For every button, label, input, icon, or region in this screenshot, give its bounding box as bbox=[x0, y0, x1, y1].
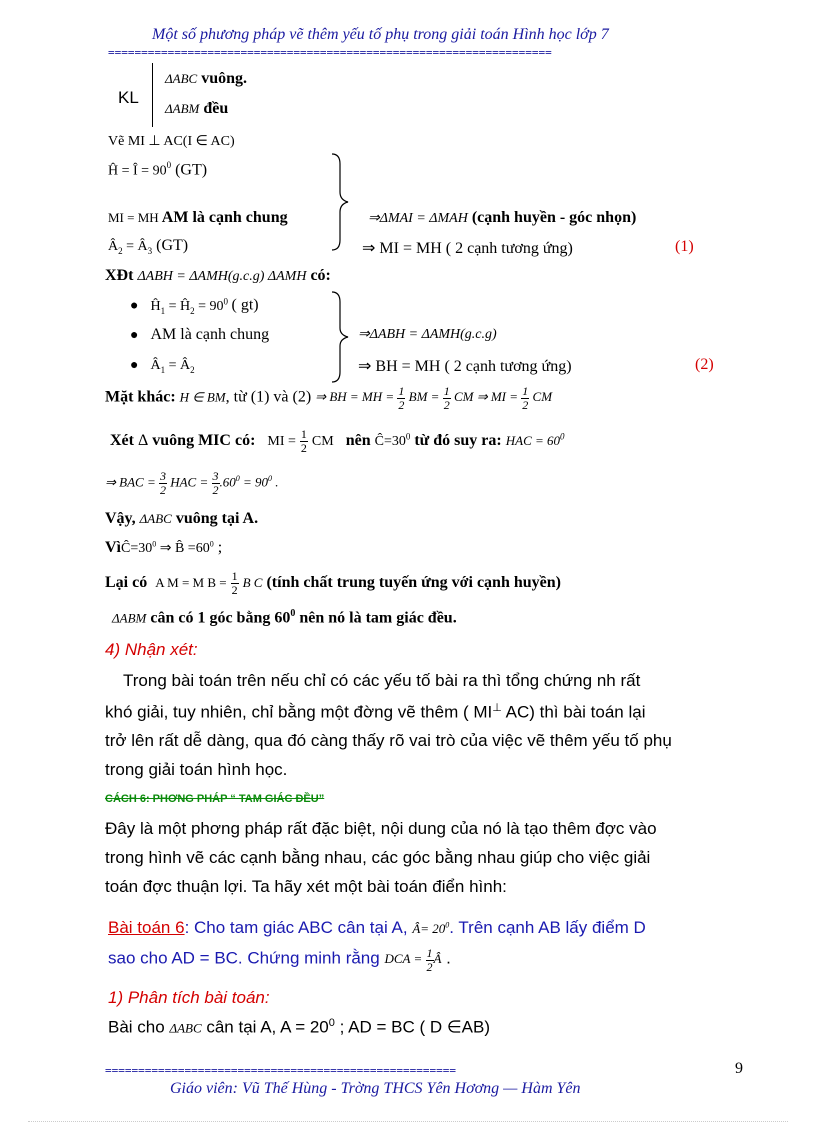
method6-p2: trong hình vẽ các cạnh bằng nhau, các góc bằng nhau giúp cho việc giải bbox=[105, 848, 651, 867]
page-number: 9 bbox=[735, 1060, 743, 1077]
kl-divider bbox=[152, 63, 153, 127]
vay-line: Vậy, ΔABC vuông tại A. bbox=[105, 510, 259, 527]
construction-line: Vẽ MI ⊥ AC(I ∈ AC) bbox=[108, 134, 235, 149]
analysis-line: Bài cho ΔABC cân tại A, $A = 20^0$ ; AD = BC ( D ∈AB) bbox=[108, 1017, 490, 1037]
remark-heading: 4) Nhận xét: bbox=[105, 640, 198, 659]
mat-khac-line: Mặt khác: H ∈ BM, từ (1) và (2) ⇒ BH = MH = $\frac{1}{2}$ BM = $\frac{1}{2}$ CM ⇒ MI = $\frac{1}{2}$ CM bbox=[105, 384, 553, 412]
vi-line: $VìĈ=30^0$ ⇒ B̂ $=60^0$ ; bbox=[105, 539, 223, 556]
analysis-heading: 1) Phân tích bài toán: bbox=[108, 988, 270, 1007]
remark-p4: trong giải toán hình học. bbox=[105, 760, 288, 779]
method6-p3: toán đợc thuận lợi. Ta hãy xét một bài toán điển hình: bbox=[105, 877, 507, 896]
tag-2: (2) bbox=[695, 356, 714, 373]
lai-co-line: Lại có A M = M B = $\frac{1}{2}$ B C (tính chất trung tuyến ứng với cạnh huyền) bbox=[105, 569, 561, 597]
bullet-2: ● AM là cạnh chung bbox=[130, 326, 270, 343]
bullet-1: ● $Ĥ_1$ = $Ĥ_2 = 90^0$ ( gt) bbox=[130, 296, 259, 316]
implication-1: ⇒ΔMAI = ΔMAH (cạnh huyền - góc nhọn) bbox=[368, 209, 637, 226]
remark-p1: Trong bài toán trên nếu chỉ có các yếu tố bài ra thì tổng chứng nh rất bbox=[123, 671, 641, 690]
method6-heading: CÁCH 6: PHƠNG PHÁP “ TAM GIÁC ĐỀU” bbox=[105, 793, 325, 805]
angle-a2-a3: $Â_2$ = $Â_3$ (GT) bbox=[108, 237, 189, 256]
implication-2: ⇒ MI = MH ( 2 cạnh tương ứng) bbox=[362, 240, 573, 257]
implication-3: ⇒ΔABH = ΔAMH(g.c.g) bbox=[358, 327, 497, 342]
header-rule: =================================================================== bbox=[108, 46, 552, 59]
kl-line-1: ΔABC vuông. bbox=[165, 70, 247, 87]
kl-label: KL bbox=[118, 88, 139, 107]
bac-line: ⇒ BAC = $\frac{3}{2}$ HAC = $\frac{3}{2}$ $.60^0 = 90^0$ . bbox=[105, 469, 279, 497]
angle-h-i: Ĥ = Î = $90^0$ (GT) bbox=[108, 160, 208, 179]
mi-mh-line: MI = MH AM là cạnh chung bbox=[108, 209, 288, 226]
xet-mic-line: Xét Δ vuông MIC có: MI = $\frac{1}{2}$ CM nên $Ĉ=30^0$ từ đó suy ra: HAC = $60^0$ bbox=[110, 427, 565, 455]
page-header-title: Một số phương pháp vẽ thêm yếu tố phụ trong giải toán Hình học lớp 7 bbox=[152, 26, 609, 43]
bullet-3: ● $Â_1$ = $Â_2$ bbox=[130, 358, 195, 375]
footer-rule: ===================================================== bbox=[105, 1064, 456, 1077]
kl-line-2: ΔABM đều bbox=[165, 100, 229, 117]
problem6-line1: Bài toán 6: Cho tam giác ABC cân tại A, Â= $20^0$. Trên cạnh AB lấy điểm D bbox=[108, 918, 646, 937]
brace-1 bbox=[330, 152, 352, 252]
remark-p3: trở lên rất dễ dàng, qua đó càng thấy rõ vai trò của việc vẽ thêm yếu tố phụ bbox=[105, 731, 672, 750]
abm-conclusion: ΔABM cân có 1 góc bằng $60^0$ nên nó là tam giác đều. bbox=[112, 608, 457, 627]
footer-teacher: Giáo viên: Vũ Thế Hùng - Trờng THCS Yên Hơơng — Hàm Yên bbox=[170, 1080, 581, 1097]
page-bottom-border bbox=[28, 1121, 788, 1122]
xet-line: XĐt ΔABH = ΔAMH(g.c.g) ΔAMH có: bbox=[105, 267, 331, 284]
remark-p2: khó giải, tuy nhiên, chỉ bằng một đờng vẽ thêm ( MI⊥ AC) thì bài toán lại bbox=[105, 702, 646, 722]
problem6-line2: sao cho AD = BC. Chứng minh rằng DCA = $\frac{1}{2}$ Â . bbox=[108, 946, 451, 974]
implication-4: ⇒ BH = MH ( 2 cạnh tương ứng) bbox=[358, 358, 572, 375]
method6-p1: Đây là một phơng pháp rất đặc biệt, nội dung của nó là tạo thêm đợc vào bbox=[105, 819, 657, 838]
tag-1: (1) bbox=[675, 238, 694, 255]
brace-2 bbox=[330, 290, 352, 384]
